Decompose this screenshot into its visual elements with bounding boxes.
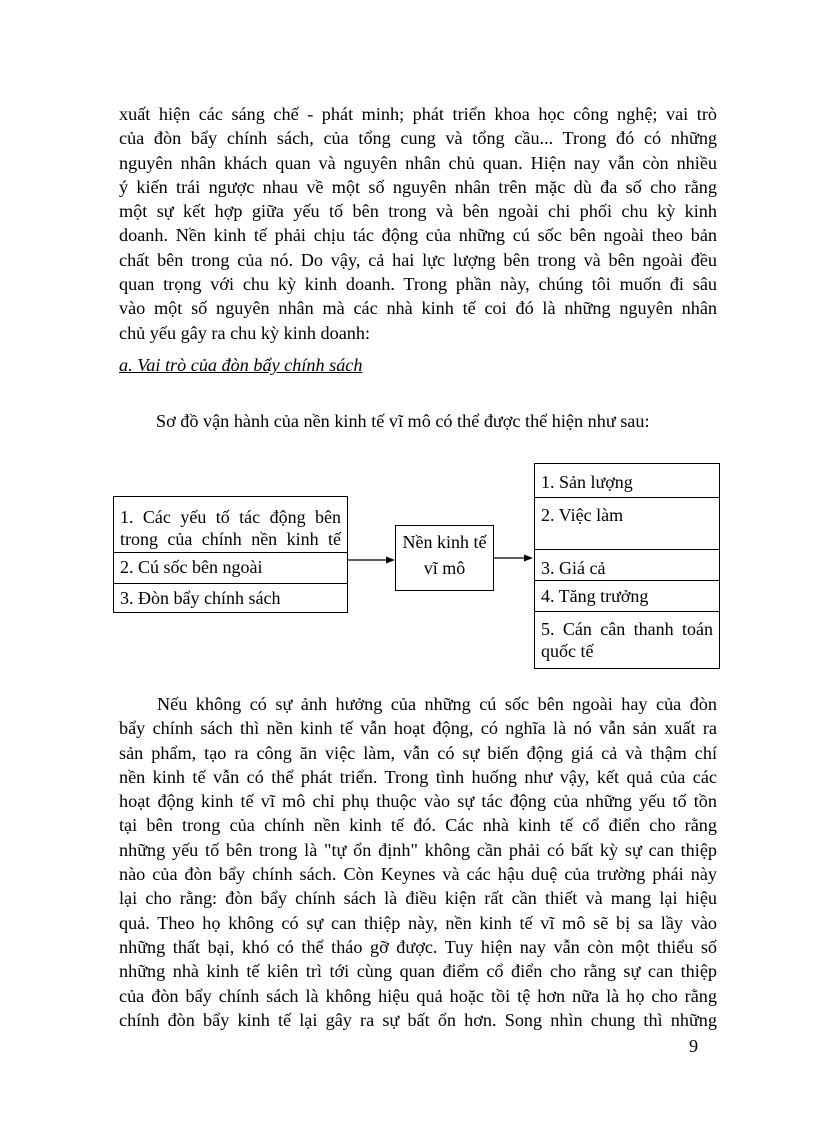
text-line: bẩy chính sách thì nền kinh tế vẫn hoạt động, có nghĩa là nó vẫn sản xuất ra [119, 718, 717, 739]
output-item-label: 4. Tăng trưởng [541, 586, 649, 606]
text-line: ý kiến trái ngược nhau về một số nguyên nhân trên mặc dù đa số cho rằng [119, 176, 717, 197]
text-line: chính đòn bẩy kinh tế lại gây ra sự bất ổn hơn. Song nhìn chung thì những [119, 1009, 717, 1030]
text-line: tại bên trong của chính nền kinh tế đó. Các nhà kinh tế cổ điển cho rằng [119, 815, 717, 836]
section-heading: a. Vai trò của đòn bẩy chính sách [119, 355, 363, 375]
text-line: lại cho rằng: đòn bẩy chính sách là điều kiện rất cần thiết và mang lại hiệu [119, 888, 717, 909]
text-line: quan trọng với chu kỳ kinh doanh. Trong phần này, chúng tôi muốn đi sâu [119, 274, 717, 295]
text-line: những thất bại, khó có thể tháo gỡ được. Tuy hiện nay vẫn còn một thiểu số [119, 936, 717, 957]
text-line: quả. Theo họ không có sự can thiệp này, nền kinh tế vĩ mô sẽ bị sa lầy vào [119, 912, 717, 933]
text-line: của đòn bẩy chính sách, của tổng cung và tổng cầu... Trong đó có những [119, 128, 717, 149]
text-line: những yếu tố bên trong là "tự ổn định" không cần phải có bất kỳ sự can thiệp [119, 839, 717, 860]
output-item-label: 2. Việc làm [541, 505, 624, 525]
text-line: nguyên nhân khách quan và nguyên nhân chủ quan. Hiện nay vẫn còn nhiều [119, 152, 717, 173]
center-box-line: Nền kinh tế [402, 532, 487, 552]
text-line: xuất hiện các sáng chế - phát minh; phát triển khoa học công nghệ; vai trò [119, 104, 717, 124]
input-item-line: trong của chính nền kinh tế [120, 529, 341, 549]
text-line: một sự kết hợp giữa yếu tố bên trong và bên ngoài chi phối chu kỳ kinh [119, 201, 717, 222]
text-line: chủ yếu gây ra chu kỳ kinh doanh: [119, 322, 371, 343]
page-number: 9 [689, 1036, 699, 1056]
text-line: sản phẩm, tạo ra công ăn việc làm, vẫn có sự biến động giá cả và thậm chí [119, 742, 717, 763]
input-item-line: 1. Các yếu tố tác động bên [120, 507, 341, 527]
output-item-line: quốc tế [541, 641, 594, 661]
paragraph-policy-lever [119, 692, 717, 1032]
text-line: doanh. Nền kinh tế phải chịu tác động của những cú sốc bên ngoài theo bản [119, 225, 717, 246]
arrow-head-right [524, 555, 533, 562]
text-line: vào một số nguyên nhân mà các nhà kinh tế coi đó là những nguyên nhân [119, 298, 717, 319]
output-item-line: 5. Cán cân thanh toán [541, 619, 713, 639]
diagram-intro: Sơ đồ vận hành của nền kinh tế vĩ mô có thể được thể hiện như sau: [156, 411, 650, 431]
output-item-label: 1. Sản lượng [541, 472, 633, 492]
text-line: nào của đòn bẩy chính sách. Còn Keynes và các hậu duệ của trường phái này [119, 864, 717, 885]
text-line: những nhà kinh tế kiên trì tới cùng quan điểm cổ điển cho rằng sự can thiệp [119, 961, 717, 982]
input-item-label: 2. Cú sốc bên ngoài [120, 557, 263, 577]
center-box-line: vĩ mô [423, 558, 466, 578]
text-line: của đòn bẩy chính sách là không hiệu quả hoặc tồi tệ hơn nữa là họ cho rằng [119, 985, 717, 1006]
text-line: Nếu không có sự ảnh hưởng của những cú sốc bên ngoài hay của đòn [157, 694, 717, 714]
output-item-label: 3. Giá cả [541, 558, 606, 578]
text-line: nền kinh tế vẫn có thể phát triển. Trong tình huống như vậy, kết quả của các [119, 766, 717, 787]
text-line: hoạt động kinh tế vĩ mô chỉ phụ thuộc vào sự tác động của những yếu tố tồn [119, 791, 717, 812]
text-line: chất bên trong của nó. Do vậy, cả hai lực lượng bên trong và bên ngoài đều [119, 249, 717, 270]
arrow-head-left [386, 557, 395, 564]
input-item-label: 3. Đòn bẩy chính sách [120, 588, 281, 608]
